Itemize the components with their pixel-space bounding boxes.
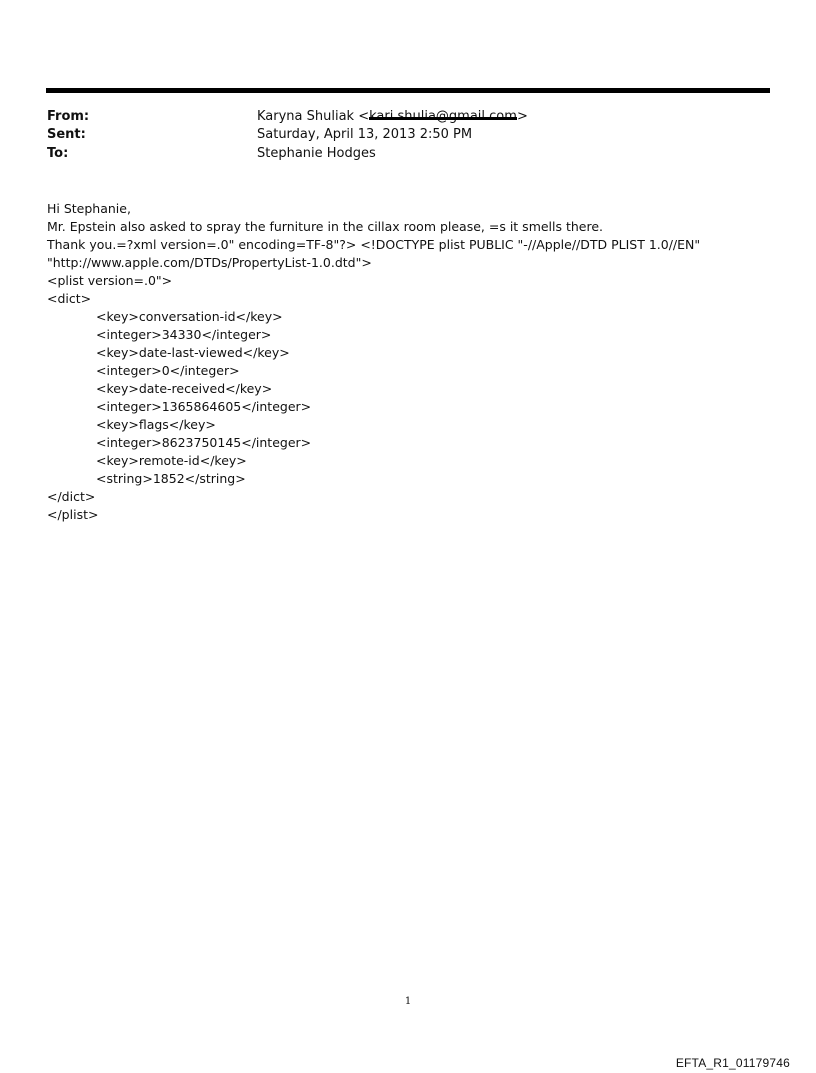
document-id: EFTA_R1_01179746 — [675, 1056, 790, 1070]
redaction-bar — [369, 117, 517, 120]
to-label: To: — [47, 146, 69, 161]
body-line: <key>remote-id</key> — [96, 453, 247, 468]
header-rule — [46, 88, 770, 93]
email-body — [47, 200, 747, 524]
from-close: > — [516, 109, 528, 124]
body-line: Mr. Epstein also asked to spray the furniture in the cillax room please, =s it smells there. — [47, 219, 604, 234]
body-line: <plist version=.0"> — [47, 273, 173, 288]
page-number: 1 — [404, 996, 412, 1007]
body-line: <integer>8623750145</integer> — [96, 435, 312, 450]
body-line: <string>1852</string> — [96, 471, 246, 486]
body-line: <integer>34330</integer> — [96, 327, 272, 342]
body-line: Hi Stephanie, — [47, 201, 131, 216]
body-line: <key>date-received</key> — [96, 381, 273, 396]
body-line: <dict> — [47, 291, 92, 306]
from-value — [257, 108, 528, 126]
body-line: <key>date-last-viewed</key> — [96, 345, 290, 360]
sent-value: Saturday, April 13, 2013 2:50 PM — [257, 127, 473, 142]
body-line: </plist> — [47, 507, 99, 522]
body-line: <integer>0</integer> — [96, 363, 240, 378]
body-line: <key>flags</key> — [96, 417, 216, 432]
to-value: Stephanie Hodges — [257, 146, 376, 161]
body-line: "http://www.apple.com/DTDs/PropertyList-1.0.dtd"> — [47, 255, 372, 270]
body-line: </dict> — [47, 489, 96, 504]
sent-label: Sent: — [47, 127, 86, 142]
from-label: From: — [47, 109, 90, 124]
body-line: <key>conversation-id</key> — [96, 309, 283, 324]
redacted-email — [369, 109, 517, 124]
from-name: Karyna Shuliak < — [257, 109, 370, 124]
body-line: <integer>1365864605</integer> — [96, 399, 312, 414]
body-line: Thank you.=?xml version=.0" encoding=TF-8"?> <!DOCTYPE plist PUBLIC "-//Apple//DTD PLIST 1.0//EN" — [47, 237, 701, 252]
